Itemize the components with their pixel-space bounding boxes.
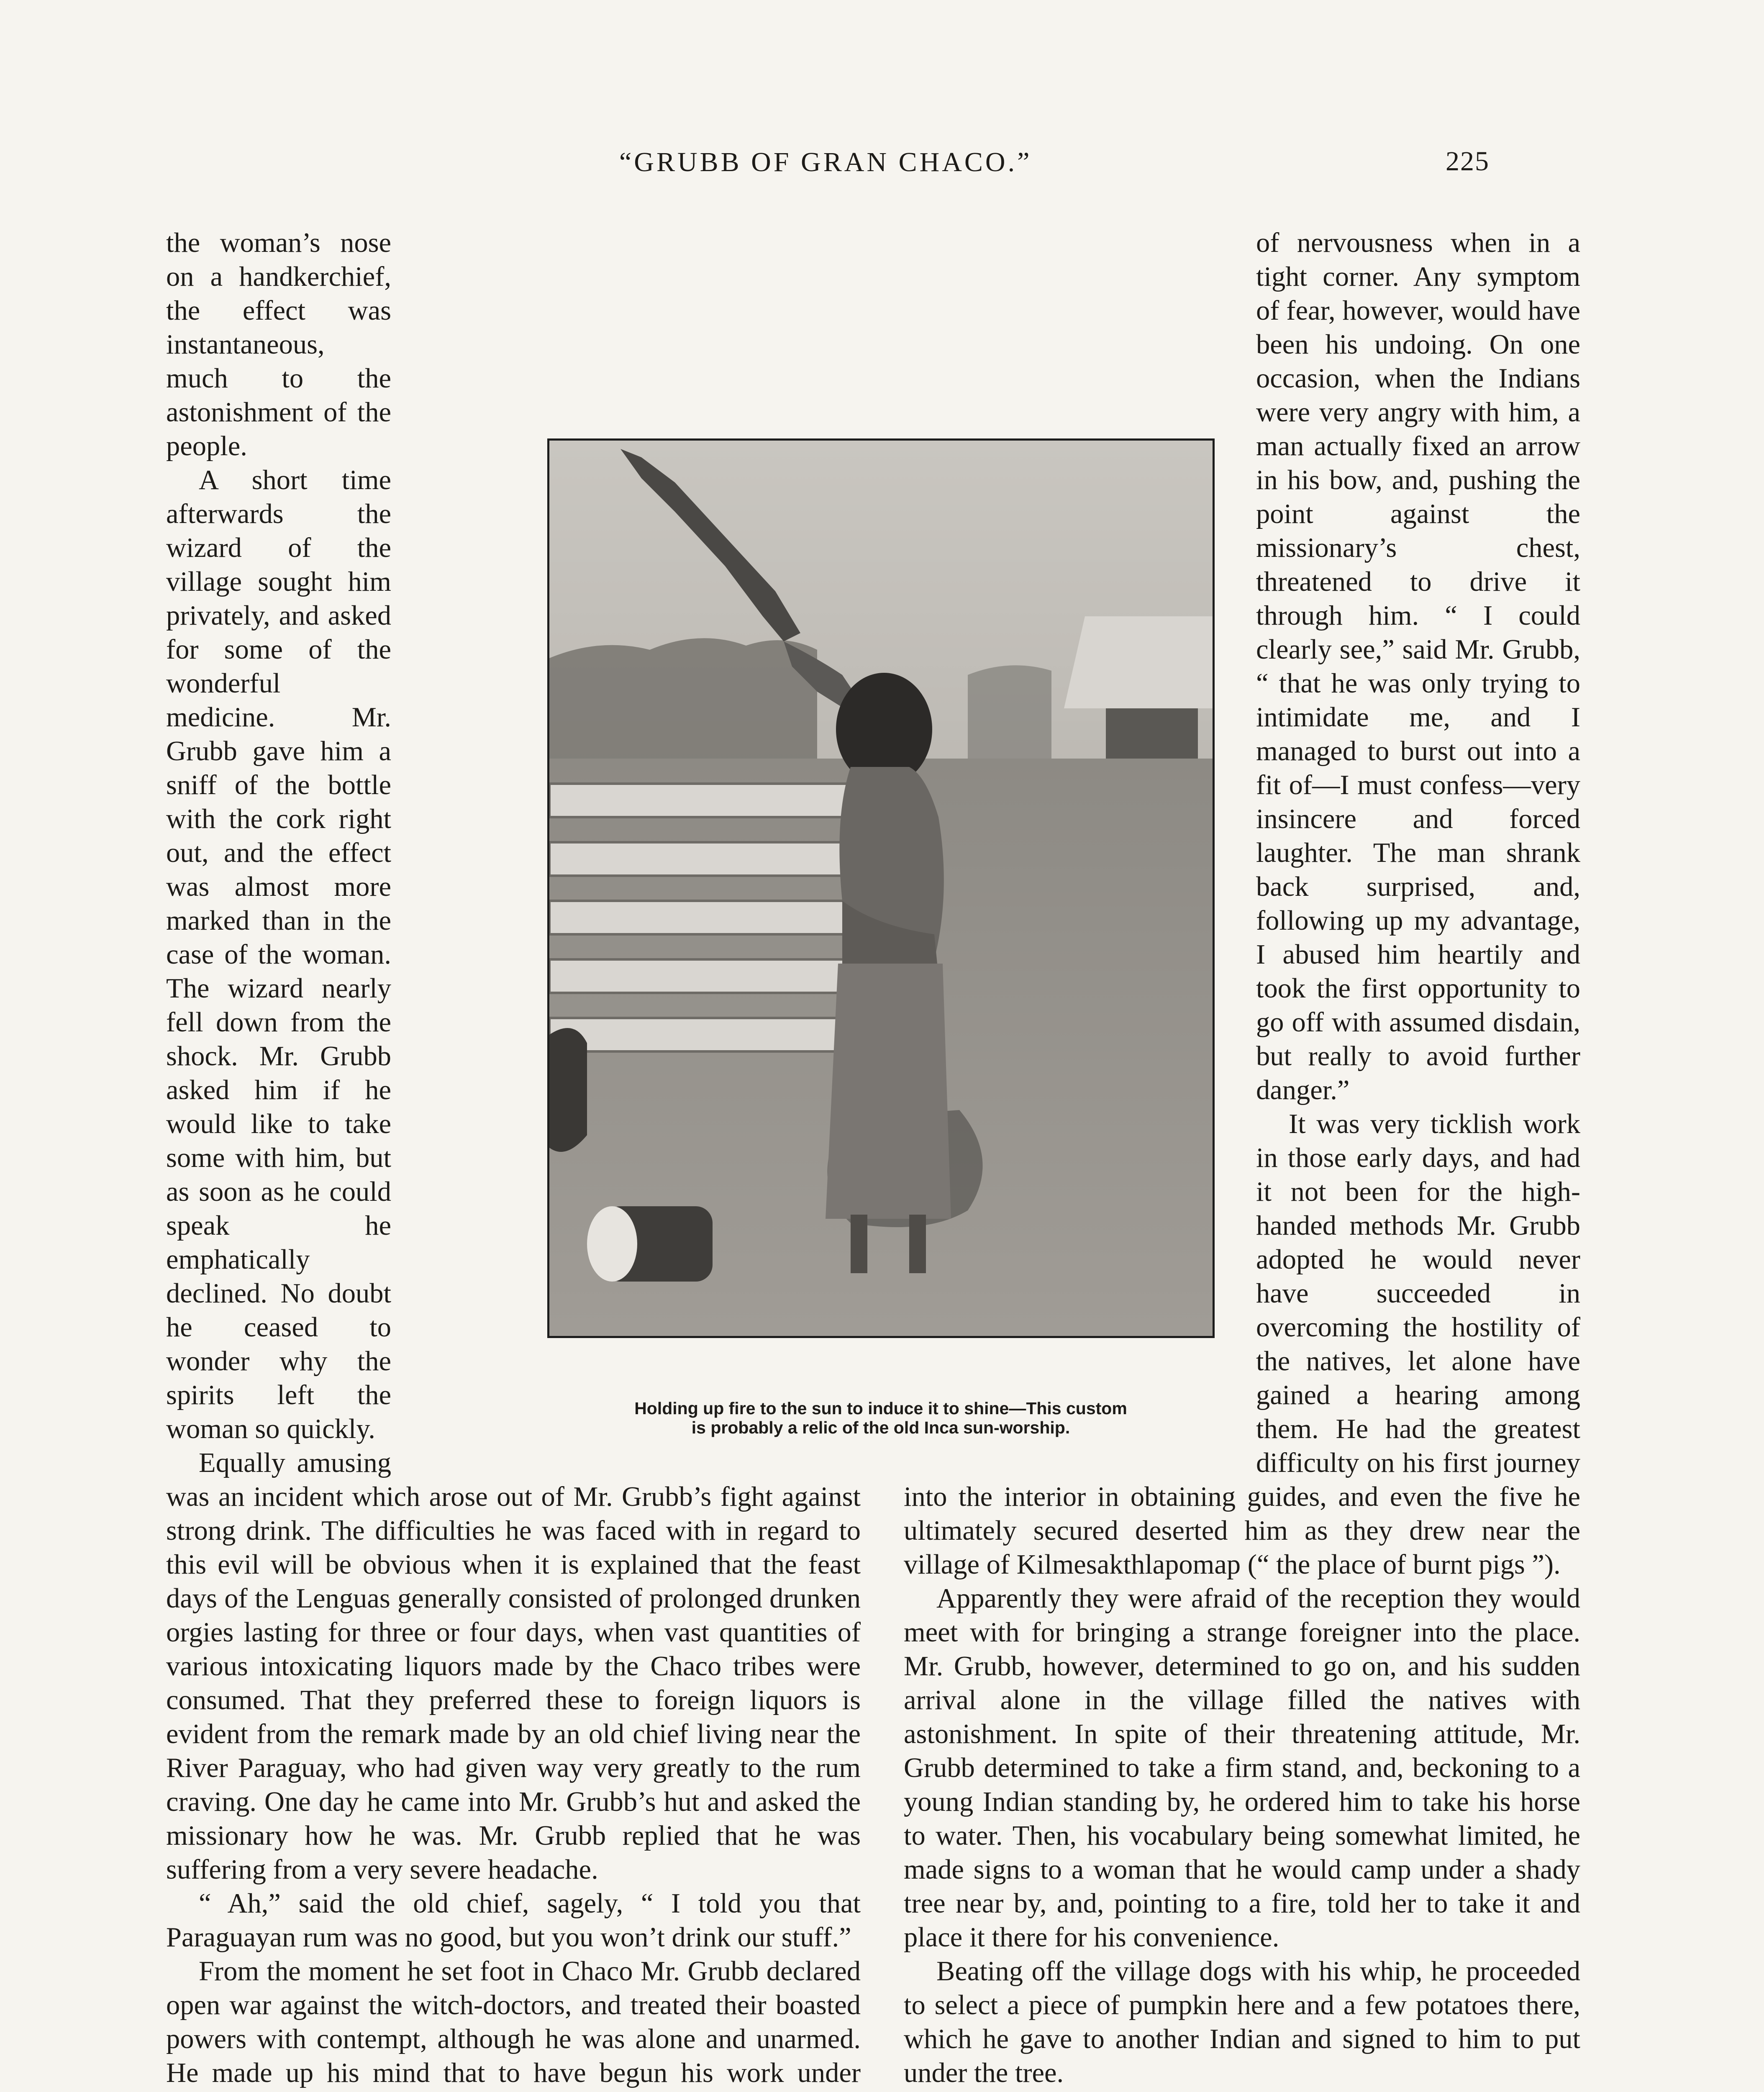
right-paragraph: Beating off the village dogs with his whip, he proceeded to select a piece of pumpkin here and a few potatoes there, which he gave to another Indian and signed to him to put under the tree. [904,1956,1580,2088]
left-paragraph: From the moment he set foot in Chaco Mr. Grubb declared open war against the witch-doctors, and treated their boasted powers with contempt, although he was alone and unarmed. He made up his mind that to have begun his work under [166,1956,861,2088]
left-paragraph: “ Ah,” said the old chief, sagely, “ I told you that Paraguayan rum was no good, but you won’t drink our stuff.” [166,1888,861,1953]
caption-line: is probably a relic of the old Inca sun-worship. [691,1418,1070,1437]
page-number: 225 [1446,146,1490,177]
left-paragraph: the woman’s nose on a handkerchief, the effect was instantaneous, much to the astonishment of the people. [166,228,391,461]
caption-line: Holding up fire to the sun to induce it to shine—This custom [634,1399,1127,1418]
right-paragraph: of nervousness when in a tight corner. Any symptom of fear, however, would have been his undoing. On one occasion, when the Indians were very angry with him, a man actually fixed an arrow in his bow, and, pushing the point against the missionary’s chest, threatened to drive it through him. “ I could clearly see,” said Mr. Grubb, “ that he was only trying to intimidate me, and I managed to burst out into a fit of—I must confess—very insincere and forced laughter. The man shrank back surprised, and, following up my advantage, I abused him heartily and took the first opportunity to go off with assumed disdain, but really to avoid further danger.” [1256,228,1580,1105]
photo-caption [538,1399,1224,1437]
right-paragraph: It was very ticklish work in those early days, and had it not been for the high-handed methods Mr. Grubb adopted he would never have succeeded in overcoming the hostility of the natives, let alone have gained a hearing among them. He had the greatest difficulty on his first journey into the interior in obtaining guides, and even the five he ultimately secured deserted him as they drew near the village of Kilmesakthlapomap (“ the place of burnt pigs ”). [904,1109,1580,1580]
photo-illustration [549,441,1213,1336]
left-paragraph: A short time afterwards the wizard of the village sought him privately, and asked for some of the wonderful medicine. Mr. Grubb gave him a sniff of the bottle with the cork right out, and the effect was almost more marked than in the case of the woman. The wizard nearly fell down from the shock. Mr. Grubb asked him if he would like to take some with him, but as soon as he could speak he emphatically declined. No doubt he ceased to wonder why the spirits left the woman so quickly. [166,465,391,1444]
left-paragraph: Equally amusing was an incident which arose out of Mr. Grubb’s fight against strong drink. The difficulties he was faced with in regard to this evil will be obvious when it is explained that the feast days of the Lenguas generally consisted of prolonged drunken orgies lasting for three or four days, when vast quantities of various intoxicating liquors made by the Chaco tribes were consumed. That they preferred these to foreign liquors is evident from the remark made by an old chief living near the River Paraguay, who had given way very greatly to the rum craving. One day he came into Mr. Grubb’s hut and asked the missionary how he was. Mr. Grubb replied that he was suffering from a very severe headache. [166,1448,861,1885]
running-title: “GRUBB OF GRAN CHACO.” [619,147,1032,177]
right-paragraph: Apparently they were afraid of the reception they would meet with for bringing a strange foreigner into the place. Mr. Grubb, however, determined to go on, and his sudden arrival alone in the village filled the natives with astonishment. In spite of their threatening attitude, Mr. Grubb determined to take a firm stand, and, beckoning to a young Indian standing by, he ordered him to take his horse to water. Then, his vocabulary being somewhat limited, he made signs to a woman that he would camp under a shady tree near by, and, pointing to a fire, told her to take it and place it there for his convenience. [904,1583,1580,1953]
halftone-photograph [547,438,1215,1338]
